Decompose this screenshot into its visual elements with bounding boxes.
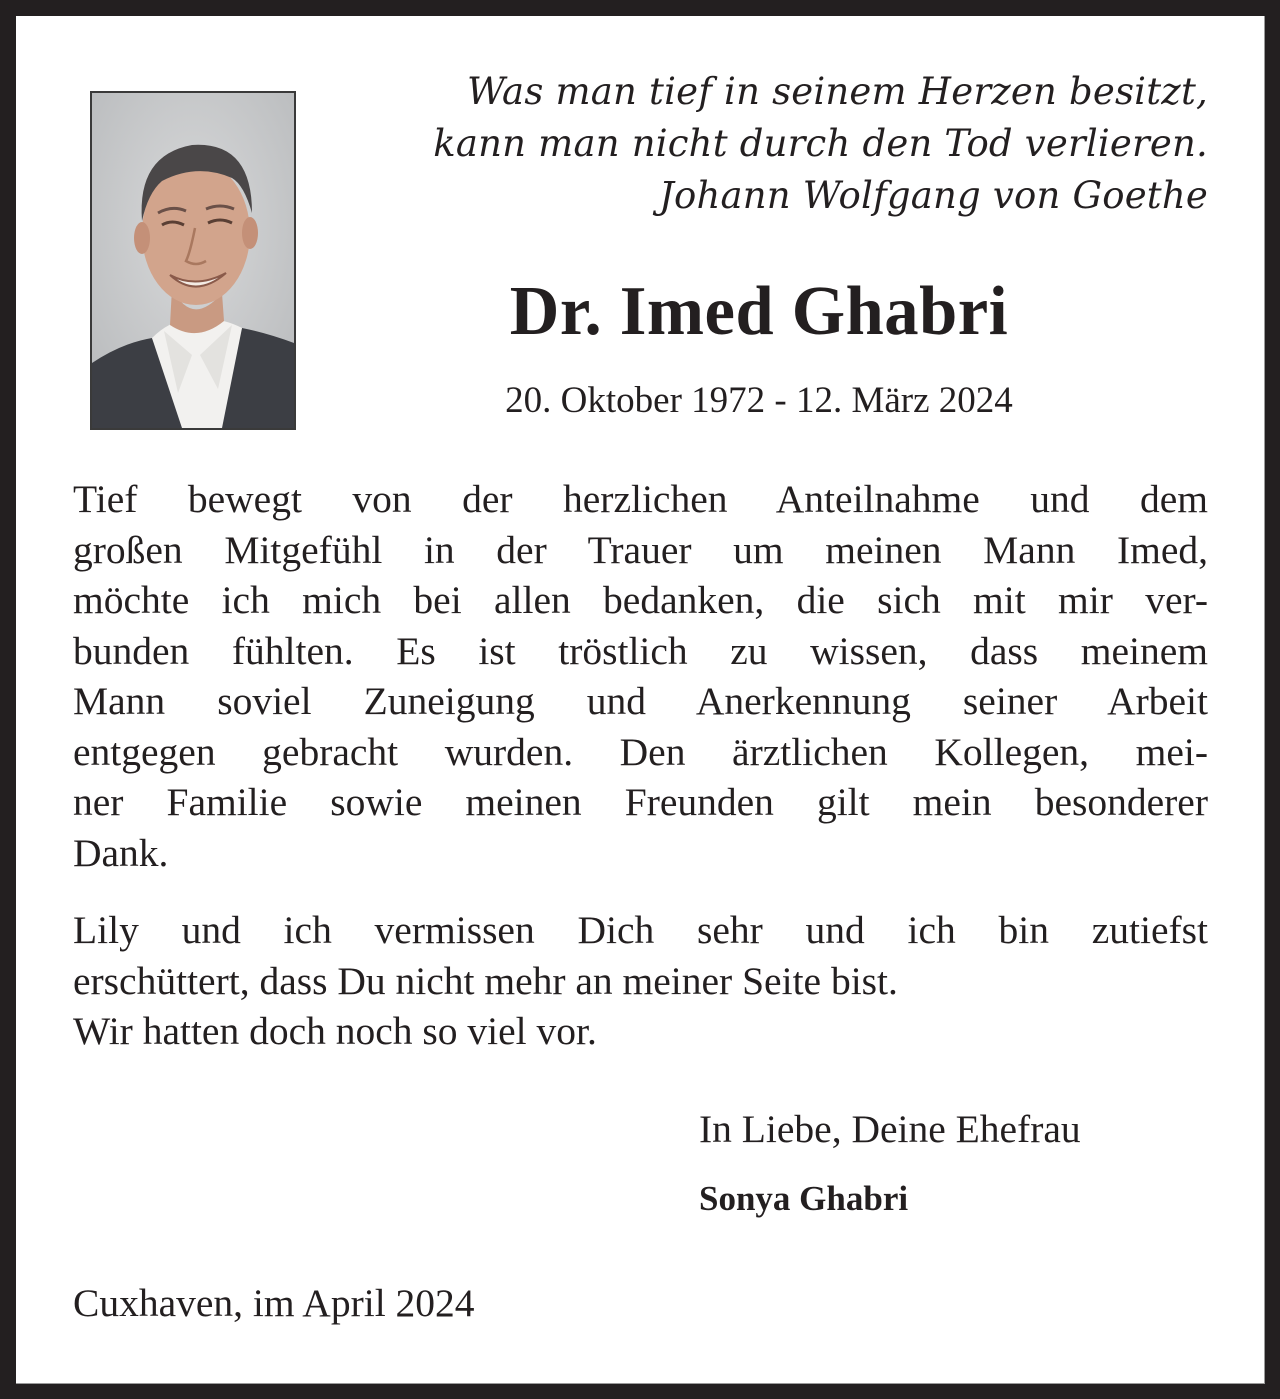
paragraph-line: bunden fühlten. Es ist tröstlich zu wissen, dass meinem (73, 628, 1208, 673)
life-dates: 20. Oktober 1972 - 12. März 2024 (505, 380, 1013, 421)
paragraph-line: großen Mitgefühl in der Trauer um meinen Mann Imed, (73, 527, 1208, 572)
deceased-name: Dr. Imed Ghabri (509, 273, 1009, 350)
obituary-notice (16, 16, 1265, 1384)
signoff: In Liebe, Deine Ehefrau (699, 1107, 1081, 1151)
paragraph-line: Tief bewegt von der herzlichen Anteilnahme und dem (73, 477, 1208, 521)
paragraph-line: möchte ich mich bei allen bedanken, die sich mit mir ver- (73, 578, 1208, 622)
quote-author: Johann Wolfgang von Goethe (658, 174, 1208, 217)
paragraph-line: ner Familie sowie meinen Freunden gilt mein besonderer (73, 780, 1208, 824)
goethe-quote (300, 66, 1208, 222)
thanks-paragraph (73, 474, 1208, 878)
paragraph-line: Lily und ich vermissen Dich sehr und ich bin zutiefst (73, 908, 1208, 952)
quote-line: kann man nicht durch den Tod verlieren. (433, 122, 1208, 165)
signer-name: Sonya Ghabri (699, 1179, 909, 1218)
portrait-image (92, 93, 294, 428)
paragraph-line: entgegen gebracht wurden. Den ärztlichen Kollegen, mei- (73, 729, 1208, 774)
quote-line: Was man tief in seinem Herzen besitzt, (467, 70, 1208, 113)
paragraph-line: Wir hatten doch noch so viel vor. (73, 1009, 597, 1053)
paragraph-line: erschüttert, dass Du nicht mehr an meiner Seite bist. (73, 958, 898, 1003)
portrait-photo (90, 91, 296, 430)
missing-paragraph (73, 905, 1208, 1057)
paragraph-line: Mann soviel Zuneigung und Anerkennung seiner Arbeit (73, 679, 1208, 723)
paragraph-line: Dank. (73, 830, 169, 875)
place-and-date: Cuxhaven, im April 2024 (73, 1281, 475, 1325)
